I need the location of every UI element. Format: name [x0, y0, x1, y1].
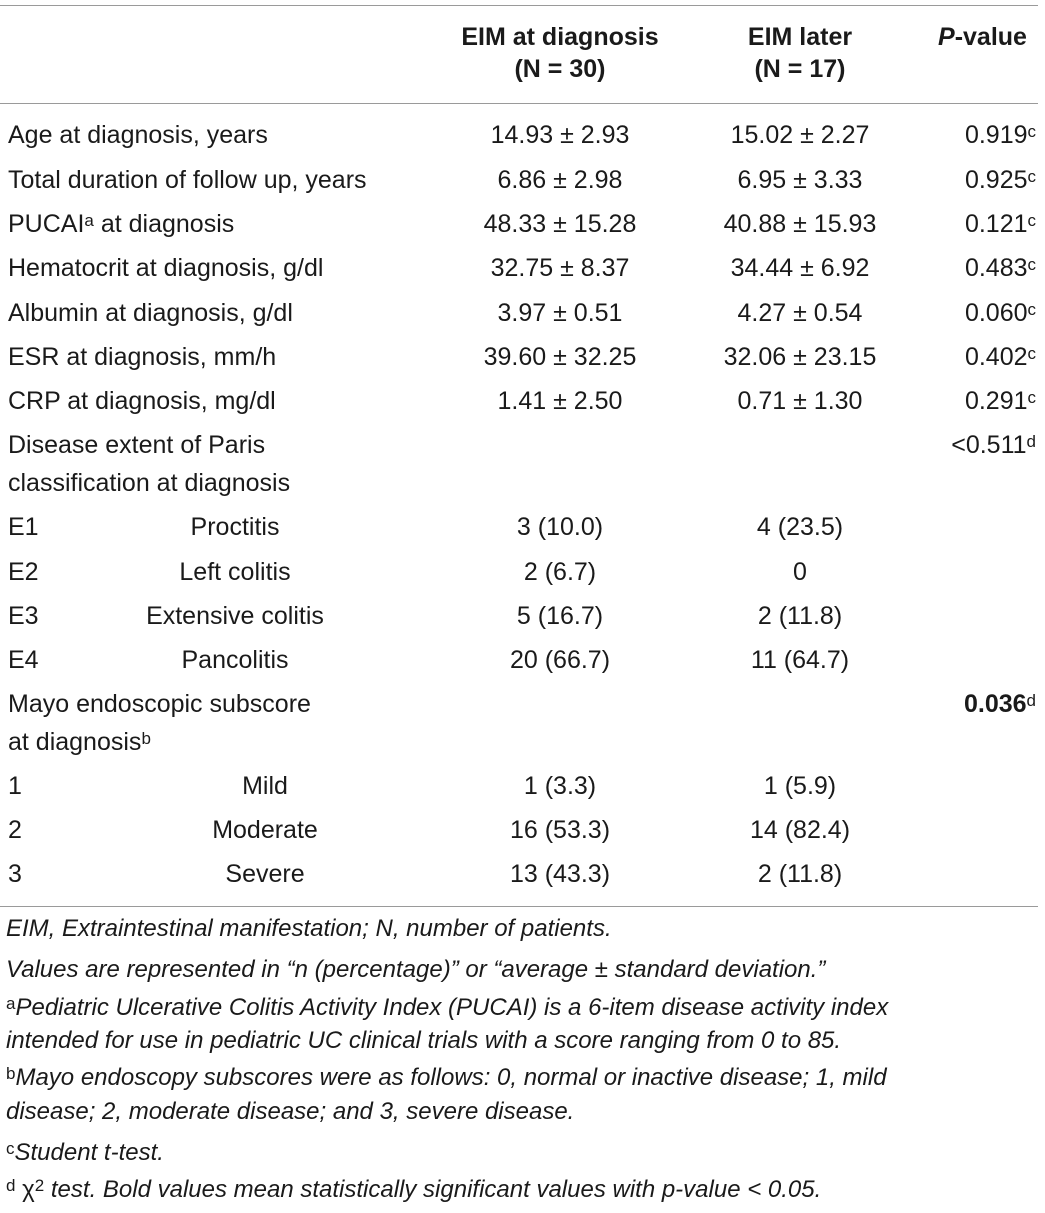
value-eim-diagnosis: 1 (3.3): [523, 772, 597, 800]
p-value-cell: [965, 120, 1036, 150]
p-value: 0.919: [964, 121, 1028, 149]
value-eim-later: 1 (5.9): [763, 772, 837, 800]
footnote-b-line1: Mayo endoscopy subscores were as follows: 0, normal or inactive disease; 1, mild: [15, 1064, 887, 1091]
value-eim-diagnosis: 48.33 ± 15.28: [483, 210, 637, 238]
value-eim-later: 2 (11.8): [757, 860, 843, 888]
p-value: 0.121: [964, 210, 1028, 238]
value-eim-later: 6.95 ± 3.33: [737, 166, 863, 194]
row-label: [8, 209, 234, 239]
footnote-d-chi: χ: [22, 1176, 35, 1203]
footnote-d-mark: d: [6, 1176, 16, 1195]
footnote-d-text: test. Bold values mean statistically significant values with p-value < 0.05.: [44, 1176, 822, 1203]
mayo-code: 1: [8, 772, 22, 800]
paris-label-line1: Disease extent of Paris: [8, 431, 266, 459]
paris-code: E1: [8, 513, 39, 541]
header-col-eim-later-n: (N = 17): [754, 55, 846, 83]
header-col-pvalue: [925, 22, 1040, 52]
footnote-a-line1: Pediatric Ulcerative Colitis Activity Index (PUCAI) is a 6-item disease activity index: [15, 994, 889, 1021]
paris-category: Pancolitis: [181, 646, 289, 674]
footnote-c-text: Student t-test.: [14, 1139, 164, 1166]
mayo-severity: Mild: [242, 772, 288, 800]
mayo-severity: Severe: [225, 860, 305, 888]
row-label: Albumin at diagnosis, g/dl: [8, 299, 293, 327]
p-value-cell: [964, 689, 1036, 719]
value-eim-diagnosis: 5 (16.7): [516, 602, 604, 630]
value-eim-diagnosis: 13 (43.3): [509, 860, 611, 888]
mayo-severity: Moderate: [212, 816, 318, 844]
row-label: ESR at diagnosis, mm/h: [8, 343, 277, 371]
p-value-cell: [965, 209, 1036, 239]
value-eim-later: 34.44 ± 6.92: [730, 254, 870, 282]
p-value-cell: [965, 253, 1036, 283]
p-value-cell: [951, 430, 1036, 460]
mayo-label-line2-text: at diagnosis: [8, 728, 142, 756]
footnote-b-mark: b: [6, 1064, 16, 1083]
row-label-main: PUCAI: [8, 210, 85, 238]
p-value-footnote-mark: c: [1027, 211, 1036, 230]
value-eim-later: 14 (82.4): [749, 816, 851, 844]
footnote-a-cont: intended for use in pediatric UC clinical trials with a score ranging from 0 to 85.: [6, 1027, 842, 1054]
row-label: CRP at diagnosis, mg/dl: [8, 387, 276, 415]
value-eim-later: 0.71 ± 1.30: [737, 387, 863, 415]
p-value-cell: [965, 386, 1036, 416]
footnote-values: Values are represented in “n (percentage)” or “average ± standard deviation.”: [6, 956, 826, 983]
paris-category: Extensive colitis: [146, 602, 324, 630]
paris-code: E3: [8, 602, 39, 630]
row-label-rest: at diagnosis: [93, 210, 235, 238]
paris-category: Left colitis: [179, 558, 291, 586]
footnote-b-cont: disease; 2, moderate disease; and 3, severe disease.: [6, 1098, 575, 1125]
row-label: Hematocrit at diagnosis, g/dl: [8, 254, 324, 282]
value-eim-diagnosis: 39.60 ± 32.25: [483, 343, 637, 371]
value-eim-diagnosis: 14.93 ± 2.93: [490, 121, 630, 149]
p-value-footnote-mark: c: [1027, 300, 1036, 319]
mayo-label-line2: [8, 727, 151, 757]
p-value: <0.511: [951, 431, 1027, 459]
value-eim-diagnosis: 3 (10.0): [516, 513, 604, 541]
row-label: Total duration of follow up, years: [8, 166, 367, 194]
mayo-code: 2: [8, 816, 22, 844]
footnote-a: [6, 993, 888, 1023]
header-pvalue-rest: -value: [954, 23, 1027, 51]
p-value-footnote-mark: c: [1027, 255, 1036, 274]
header-col-eim-diagnosis-title: EIM at diagnosis: [461, 23, 659, 51]
value-eim-diagnosis: 32.75 ± 8.37: [490, 254, 630, 282]
value-eim-diagnosis: 6.86 ± 2.98: [497, 166, 623, 194]
p-value-footnote-mark: c: [1027, 122, 1036, 141]
value-eim-later: 40.88 ± 15.93: [723, 210, 877, 238]
p-value-footnote-mark: c: [1027, 167, 1036, 186]
footnote-c-mark: c: [6, 1139, 15, 1158]
p-value-footnote-mark: c: [1027, 344, 1036, 363]
value-eim-later: 4.27 ± 0.54: [737, 299, 863, 327]
value-eim-later: 11 (64.7): [750, 646, 850, 674]
p-value-cell: [965, 298, 1036, 328]
value-eim-later: 4 (23.5): [756, 513, 844, 541]
p-value: 0.925: [964, 166, 1028, 194]
header-col-eim-later: [700, 22, 900, 84]
value-eim-later: 0: [793, 558, 807, 586]
footnote-a-mark: a: [6, 994, 16, 1013]
footnote-c: [6, 1138, 164, 1168]
paris-code: E2: [8, 558, 39, 586]
paris-category: Proctitis: [190, 513, 280, 541]
value-eim-later: 32.06 ± 23.15: [723, 343, 877, 371]
footnote-d: [6, 1175, 821, 1205]
p-value-footnote-mark: d: [1026, 432, 1036, 451]
header-pvalue-italic: P: [938, 23, 955, 51]
row-label-footnote-mark: a: [84, 211, 94, 230]
p-value: 0.060: [964, 299, 1028, 327]
p-value-cell: [965, 165, 1036, 195]
mayo-code: 3: [8, 860, 22, 888]
table-header-rule: [0, 103, 1038, 104]
p-value-footnote-mark: c: [1027, 388, 1036, 407]
value-eim-diagnosis: 2 (6.7): [523, 558, 597, 586]
value-eim-later: 15.02 ± 2.27: [730, 121, 870, 149]
footnote-b: [6, 1063, 887, 1093]
value-eim-later: 2 (11.8): [757, 602, 843, 630]
p-value: 0.291: [964, 387, 1028, 415]
p-value: 0.402: [964, 343, 1028, 371]
paris-label-line2: classification at diagnosis: [8, 469, 291, 497]
mayo-label-footnote-mark: b: [141, 729, 151, 748]
value-eim-diagnosis: 3.97 ± 0.51: [497, 299, 623, 327]
value-eim-diagnosis: 20 (66.7): [509, 646, 611, 674]
header-col-eim-diagnosis: [420, 22, 700, 84]
p-value-footnote-mark: d: [1026, 691, 1036, 710]
value-eim-diagnosis: 16 (53.3): [509, 816, 611, 844]
p-value: 0.036: [963, 690, 1027, 718]
p-value-cell: [965, 342, 1036, 372]
footnote-d-square: 2: [34, 1176, 45, 1195]
mayo-label-line1: Mayo endoscopic subscore: [8, 690, 311, 718]
header-col-eim-diagnosis-n: (N = 30): [514, 55, 606, 83]
table-top-rule: [0, 5, 1038, 6]
p-value: 0.483: [964, 254, 1028, 282]
table-bottom-rule: [0, 906, 1038, 907]
paris-code: E4: [8, 646, 39, 674]
row-label: Age at diagnosis, years: [8, 121, 268, 149]
header-col-eim-later-title: EIM later: [747, 23, 853, 51]
footnote-abbrev: EIM, Extraintestinal manifestation; N, number of patients.: [6, 915, 612, 942]
value-eim-diagnosis: 1.41 ± 2.50: [497, 387, 623, 415]
